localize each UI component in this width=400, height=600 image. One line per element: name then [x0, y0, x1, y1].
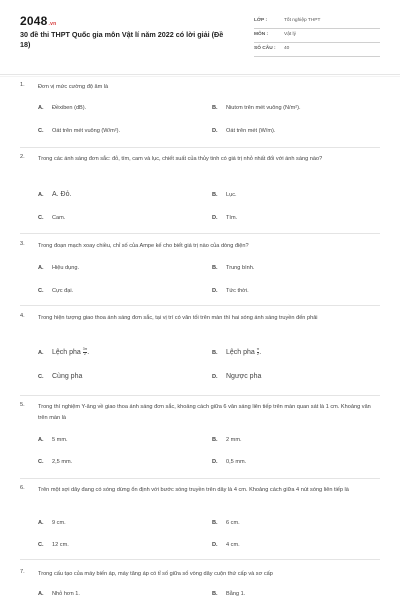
- meta-value: 40: [284, 46, 290, 51]
- question-3: [20, 241, 380, 306]
- question-separator: [20, 233, 380, 234]
- question-text: Trên một sợi dây đang có sóng dừng ổn định với bước sóng truyền trên dây là 4 cm. Khoảng cách giữa 4 nút sóng liên tiếp là: [38, 487, 349, 493]
- site-logo[interactable]: [20, 14, 56, 28]
- question-number: 1.: [20, 82, 25, 88]
- question-text: Trong hiện tượng giao thoa ánh sáng đơn sắc, tại vị trí có vân tối trên màn thì hai sóng ánh sáng truyền đến phải: [38, 315, 318, 321]
- option-b[interactable]: B. Lệch pha $\frac{\pi}{2}$ .: [212, 347, 262, 357]
- option-a[interactable]: A. Đềxiben (dB).: [38, 105, 87, 111]
- option-c[interactable]: C. Oát trên mét vuông (W/m²).: [38, 128, 121, 134]
- question-5: [20, 402, 380, 477]
- option-d[interactable]: D. Ngược pha: [212, 373, 262, 380]
- meta-row-class: [254, 15, 380, 29]
- meta-row-count: [254, 43, 380, 57]
- option-a[interactable]: A. Nhỏ hơn 1.: [38, 591, 80, 597]
- question-number: 3.: [20, 241, 25, 247]
- question-separator: [20, 305, 380, 306]
- question-separator: [20, 559, 380, 560]
- option-c[interactable]: C. Cùng pha: [38, 373, 83, 380]
- option-b[interactable]: B. Bằng 1.: [212, 591, 246, 597]
- option-c[interactable]: C. 12 cm.: [38, 542, 69, 548]
- option-b[interactable]: B. Niutơn trên mét vuông (N/m²).: [212, 105, 301, 111]
- question-number: 6.: [20, 485, 25, 491]
- question-number: 4.: [20, 313, 25, 319]
- fraction: $\frac{3\pi}{2}$: [82, 347, 88, 356]
- option-c[interactable]: C. Cam.: [38, 215, 66, 221]
- option-b[interactable]: B. Trung bình.: [212, 265, 255, 271]
- option-d[interactable]: D. 0,5 mm.: [212, 459, 247, 465]
- meta-value: Vật lý: [284, 32, 296, 37]
- question-text: Đơn vị mức cường độ âm là: [38, 84, 109, 90]
- option-c[interactable]: C. Cực đại.: [38, 288, 74, 294]
- document-title: 30 đề thi THPT Quốc gia môn Vật lí năm 2022 có lời giải (Đề 18): [20, 30, 224, 49]
- option-a[interactable]: A. Hiệu dụng.: [38, 265, 80, 271]
- question-text: Trong các ánh sáng đơn sắc: đỏ, tím, cam và lục, chiết suất của thủy tinh có giá trị nhỏ nhất đối với ánh sáng nào?: [38, 156, 323, 162]
- option-a[interactable]: A. Lệch pha $\frac{3\pi}{2}$ .: [38, 347, 90, 357]
- document-header: [0, 0, 400, 62]
- logo-sub: .vn: [48, 21, 57, 27]
- meta-box: [254, 15, 380, 57]
- meta-row-subject: [254, 29, 380, 43]
- meta-value: Tốt nghiệp THPT: [284, 18, 321, 23]
- option-d[interactable]: D. Tức thời.: [212, 288, 249, 294]
- option-d[interactable]: D. Oát trên mét (W/m).: [212, 128, 276, 134]
- option-a[interactable]: A. 9 cm.: [38, 520, 66, 526]
- question-2: [20, 154, 380, 229]
- option-b[interactable]: B. 6 cm.: [212, 520, 240, 526]
- question-4: [20, 313, 380, 393]
- question-number: 7.: [20, 569, 25, 575]
- question-text: Trong thí nghiệm Y-âng về giao thoa ánh sáng đơn sắc, khoảng cách giữa 6 vân sáng liên tiếp trên màn quan sát là 1 cm. Khoảng vân trên màn là: [38, 404, 371, 421]
- option-a[interactable]: A. 5 mm.: [38, 437, 68, 443]
- option-d[interactable]: D. 4 cm.: [212, 542, 240, 548]
- option-c[interactable]: C. 2,5 mm.: [38, 459, 73, 465]
- question-number: 5.: [20, 402, 25, 408]
- logo-main: 2048: [20, 14, 48, 28]
- header-divider-shadow: [0, 76, 400, 77]
- question-separator: [20, 147, 380, 148]
- meta-label: SỐ CÂU :: [254, 46, 276, 51]
- option-d[interactable]: D. Tím.: [212, 215, 238, 221]
- question-number: 2.: [20, 154, 25, 160]
- question-1: [20, 82, 380, 142]
- header-divider: [0, 74, 400, 75]
- fraction: $\frac{\pi}{2}$: [256, 347, 260, 356]
- question-7: [20, 569, 380, 600]
- question-text: Trong cấu tạo của máy biến áp, máy tăng áp có tỉ số giữa số vòng dây cuộn thứ cấp và sơ cấp: [38, 571, 273, 577]
- option-b[interactable]: B. 2 mm.: [212, 437, 242, 443]
- meta-label: MÔN :: [254, 32, 269, 37]
- option-b[interactable]: B. Lục.: [212, 192, 237, 198]
- question-text: Trong đoạn mạch xoay chiều, chỉ số của Ampe kế cho biết giá trị nào của dòng điện?: [38, 243, 249, 249]
- question-separator: [20, 478, 380, 479]
- question-6: [20, 485, 380, 555]
- question-separator: [20, 395, 380, 396]
- option-a[interactable]: A. A. Đỏ.: [38, 191, 72, 198]
- meta-label: LỚP :: [254, 18, 268, 23]
